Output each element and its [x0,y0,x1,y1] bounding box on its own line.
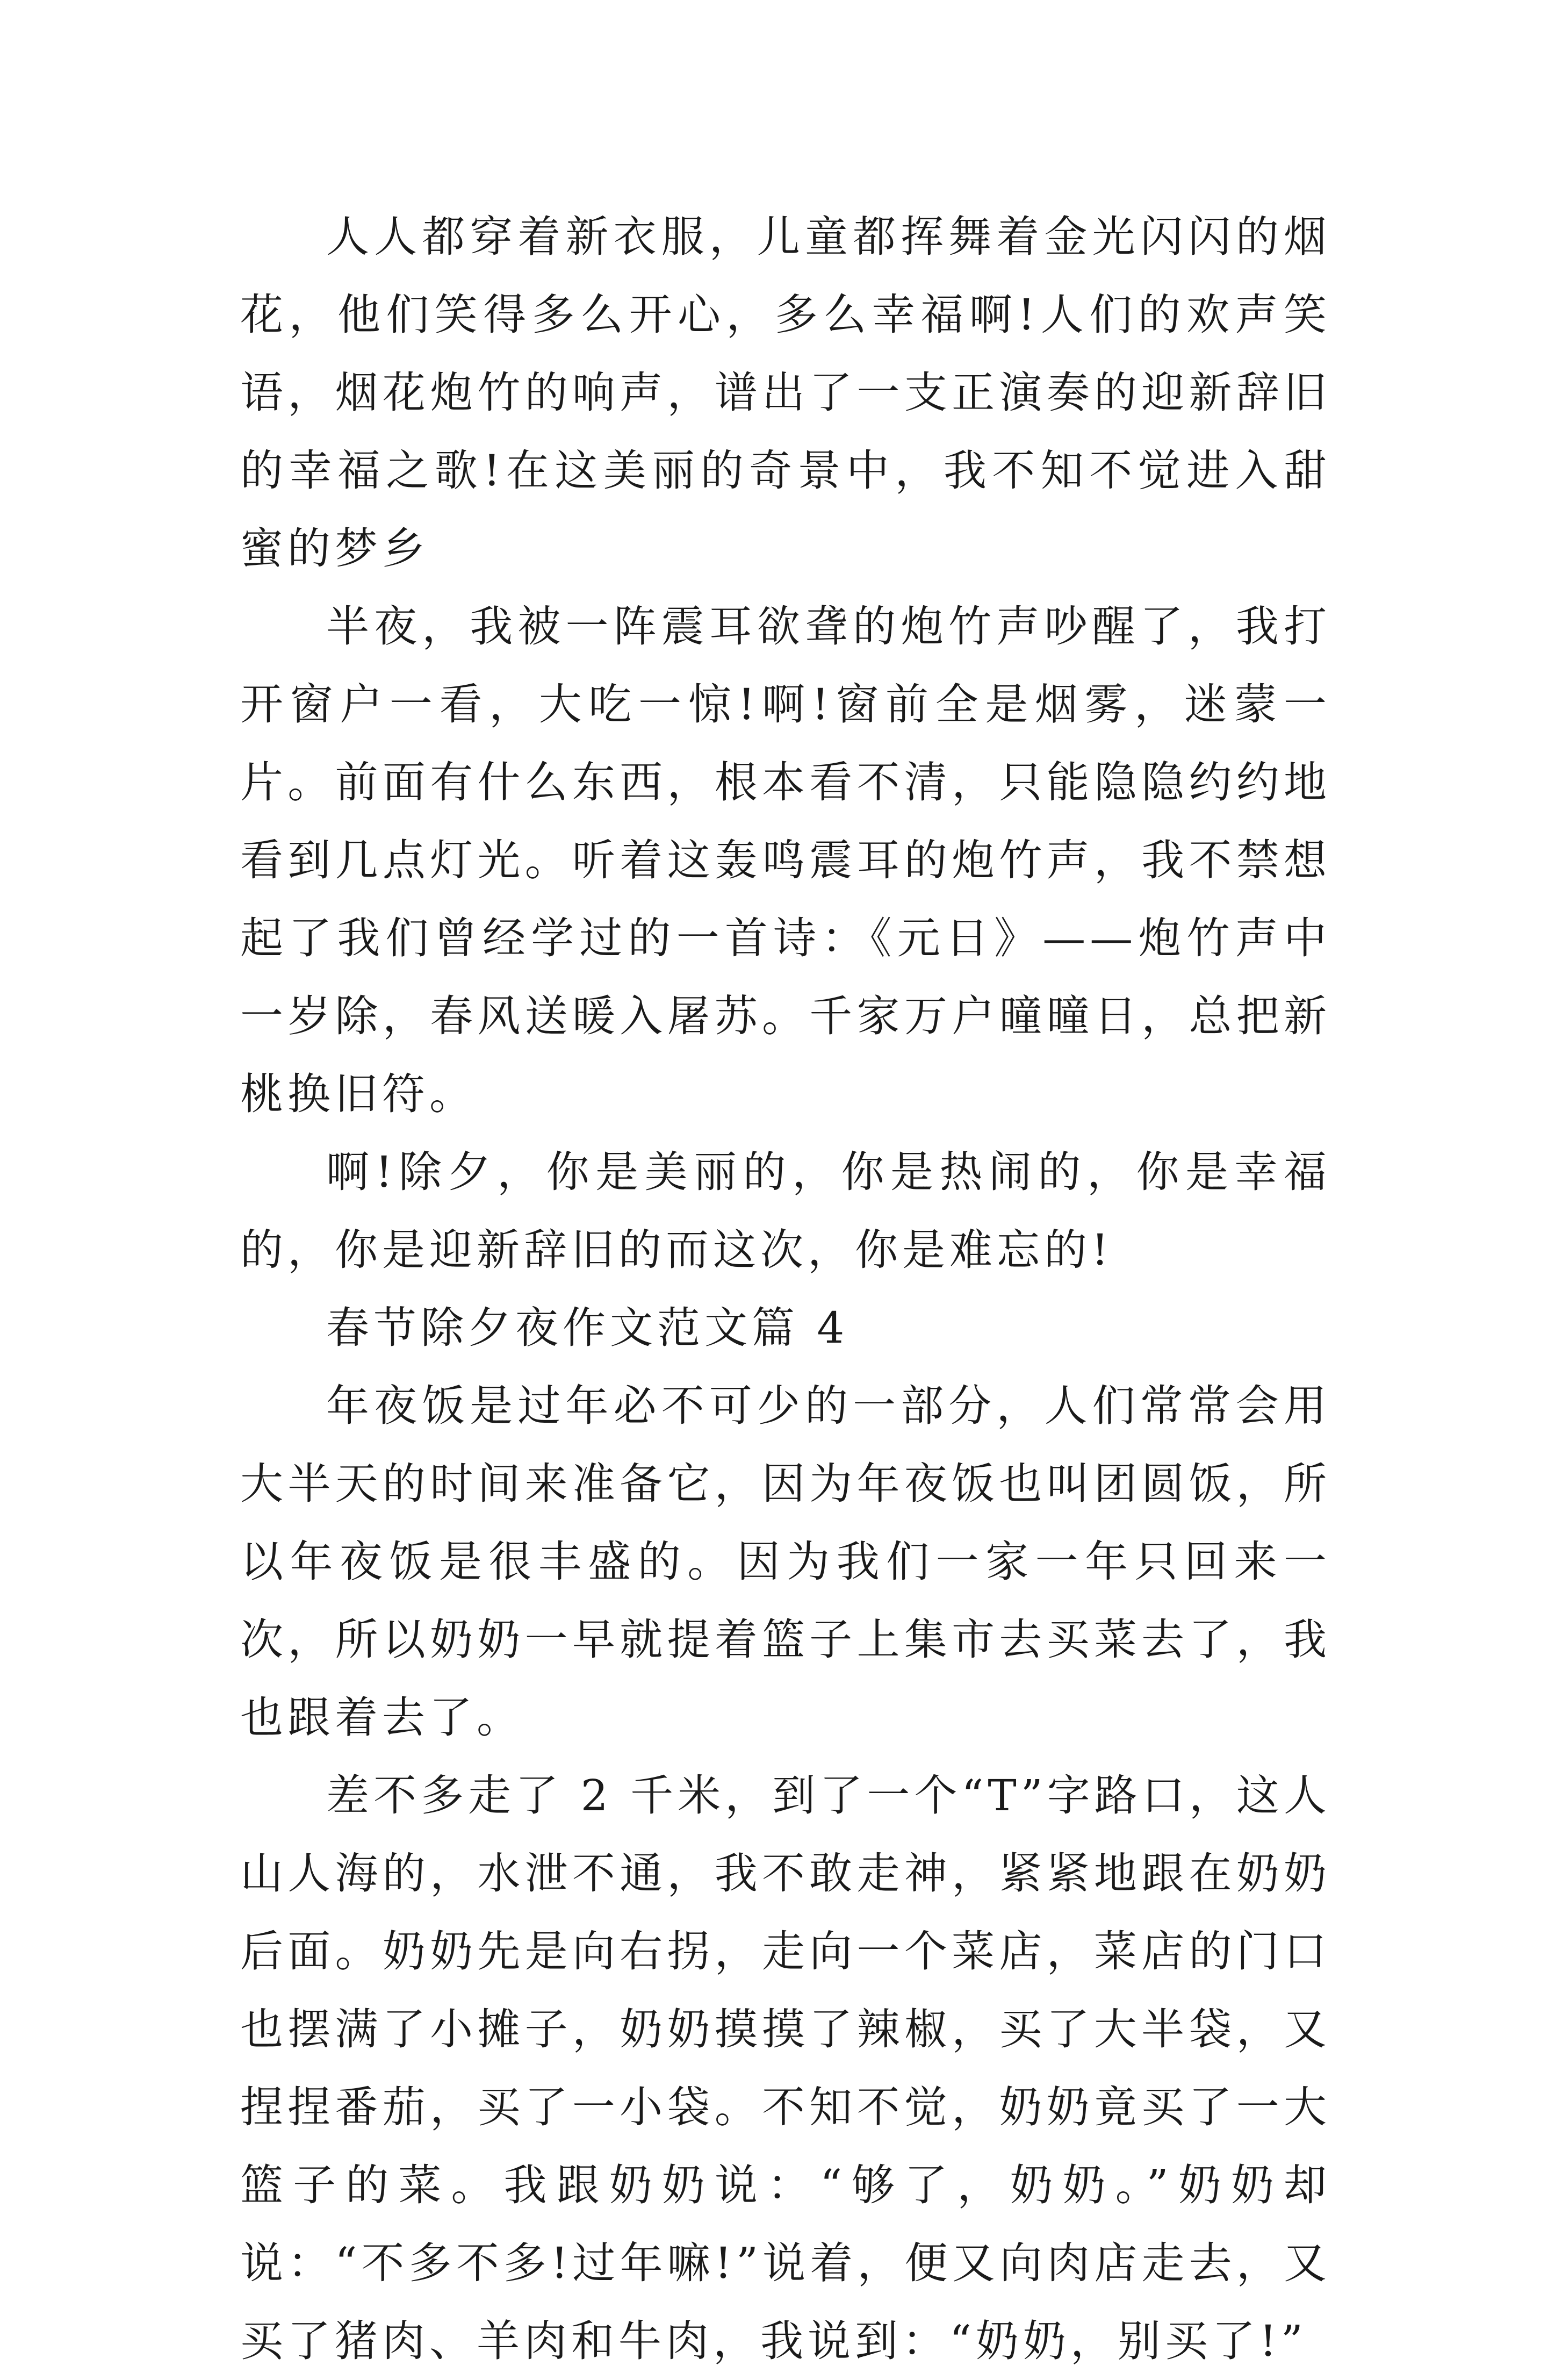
paragraph-midnight: 半夜，我被一阵震耳欲聋的炮竹声吵醒了，我打开窗户一看，大吃一惊!啊!窗前全是烟雾，迷蒙一片。前面有什么东西，根本看不清，只能隐隐约约地看到几点灯光。听着这轰鸣震耳的炮竹声，我不禁想起了我们曾经学过的一首诗：《元日》——炮竹声中一岁除，春风送暖入屠苏。千家万户曈曈日，总把新桃换旧符。 [240,601,1331,1119]
paragraph-market: 差不多走了 2 千米，到了一个“T”字路口，这人山人海的，水泄不通，我不敢走神，紧紧地跟在奶奶后面。奶奶先是向右拐，走向一个菜店，菜店的门口也摆满了小摊子，奶奶摸摸了辣椒，买了大半袋，又捏捏番茄，买了一小袋。不知不觉，奶奶竟买了一大篮子的菜。我跟奶奶说：“够了，奶奶。”奶奶却说：“不多不多!过年嘛!”说着，便又向肉店走去，又买了猪肉、羊肉和牛肉，我说到：“奶奶，别买了!” [240,1770,1331,2366]
section-heading: 春节除夕夜作文范文篇 4 [326,1303,849,1353]
paragraph-new-year-eve: 啊!除夕，你是美丽的，你是热闹的，你是幸福的，你是迎新辞旧的而这次，你是难忘的! [240,1147,1331,1275]
paragraph-new-clothes: 人人都穿着新衣服，儿童都挥舞着金光闪闪的烟花，他们笑得多么开心，多么幸福啊!人们的欢声笑语，烟花炮竹的响声，谱出了一支正演奏的迎新辞旧的幸福之歌!在这美丽的奇景中，我不知不觉进入甜蜜的梦乡 [240,212,1331,574]
document-body [240,198,1331,2380]
paragraph-reunion-dinner: 年夜饭是过年必不可少的一部分，人们常常会用大半天的时间来准备它，因为年夜饭也叫团圆饭，所以年夜饭是很丰盛的。因为我们一家一年只回来一次，所以奶奶一早就提着篮子上集市去买菜去了，我也跟着去了。 [240,1381,1331,1743]
